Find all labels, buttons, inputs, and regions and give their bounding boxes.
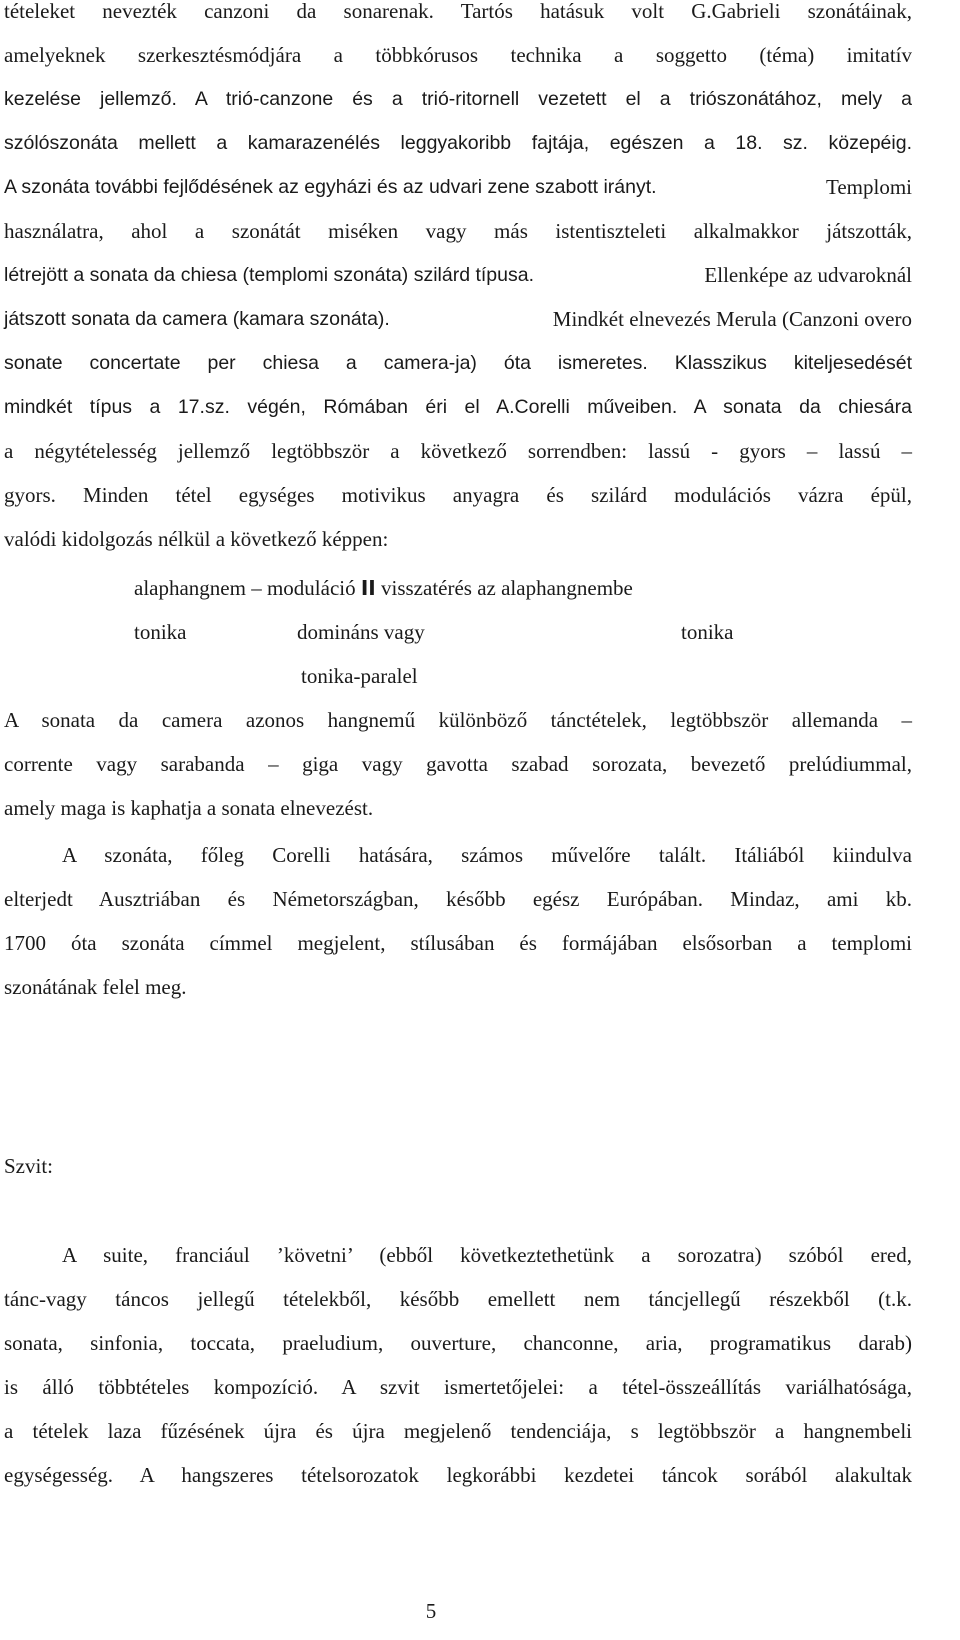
scheme-cell: tonika: [681, 620, 734, 644]
page-number: 5: [425, 1599, 437, 1623]
scheme-text: visszatérés az alaphangnembe: [381, 576, 633, 600]
text-line: tételeket nevezték canzoni da sonarenak. Tartós hatásuk volt G.Gabrieli szonátáinak,: [4, 0, 912, 23]
text-line: is álló többtételes kompozíció. A szvit ismertetőjelei: a tétel-összeállítás variálhatósága,: [4, 1375, 912, 1399]
text-line: használatra, ahol a szonátát miséken vagy más istentiszteleti alkalmakkor játszották,: [4, 219, 912, 243]
scheme-row-1: [134, 573, 633, 603]
text-line: A suite, franciául ’követni’ (ebből következtethetünk a sorozatra) szóból ered,: [62, 1243, 912, 1267]
text-line: sonate concertate per chiesa a camera-ja) óta ismeretes. Klasszikus kiteljesedését: [4, 352, 912, 374]
text-segment: játszott sonata da camera (kamara szonáta).: [4, 308, 390, 330]
text-line: szólószonáta mellett a kamarazenélés leggyakoribb fajtája, egészen a 18. sz. közepéig.: [4, 132, 912, 154]
scheme-cell: tonika: [134, 620, 187, 644]
scheme-text: alaphangnem – moduláció: [134, 576, 356, 600]
text-line: a négytételesség jellemző legtöbbször a következő sorrendben: lassú - gyors – lassú –: [4, 439, 912, 463]
text-line: [4, 304, 912, 334]
text-segment: létrejött a sonata da chiesa (templomi szonáta) szilárd típusa.: [4, 264, 535, 286]
text-segment: Templomi: [825, 175, 912, 199]
text-line: [4, 172, 912, 202]
text-line: elterjedt Ausztriában és Németországban, később egész Európában. Mindaz, ami kb.: [4, 887, 912, 911]
scheme-cell: domináns vagy: [297, 620, 425, 644]
text-line: amely maga is kaphatja a sonata elnevezést.: [4, 796, 374, 820]
text-line: sonata, sinfonia, toccata, praeludium, ouverture, chanconne, aria, programatikus darab): [4, 1331, 912, 1355]
scheme-cell: tonika-paralel: [301, 664, 418, 688]
text-line: 1700 óta szonáta címmel megjelent, stílusában és formájában elsősorban a templomi: [4, 931, 912, 955]
double-bar-separator: II: [360, 576, 376, 600]
text-line: A szonáta, főleg Corelli hatására, számos művelőre talált. Itáliából kiindulva: [62, 843, 912, 867]
text-line: A sonata da camera azonos hangnemű különböző tánctételek, legtöbbször allemanda –: [4, 708, 912, 732]
text-segment: Ellenképe az udvaroknál: [704, 263, 912, 287]
text-line: szonátának felel meg.: [4, 975, 187, 999]
text-line: amelyeknek szerkesztésmódjára a többkórusos technika a soggetto (téma) imitatív: [4, 43, 912, 67]
text-line: mindkét típus a 17.sz. végén, Rómában éri el A.Corelli műveiben. A sonata da chiesára: [4, 396, 912, 418]
text-line: valódi kidolgozás nélkül a következő képpen:: [4, 527, 389, 551]
section-heading: Szvit:: [4, 1154, 54, 1178]
text-line: a tételek laza fűzésének újra és újra megjelenő tendenciája, s legtöbbször a hangnembeli: [4, 1419, 912, 1443]
text-segment: Mindkét elnevezés Merula (Canzoni overo: [552, 307, 912, 331]
text-line: corrente vagy sarabanda – giga vagy gavotta szabad sorozata, bevezető prelúdiummal,: [4, 752, 912, 776]
text-segment: A szonáta további fejlődésének az egyházi és az udvari zene szabott irányt.: [4, 176, 657, 198]
text-line: kezelése jellemző. A trió-canzone és a trió-ritornell vezetett el a triószonátához, mely a: [4, 88, 912, 110]
text-line: [4, 260, 912, 290]
text-line: egységesség. A hangszeres tételsorozatok legkorábbi kezdetei táncok sorából alakultak: [4, 1463, 912, 1487]
text-line: gyors. Minden tétel egységes motivikus anyagra és szilárd modulációs vázra épül,: [4, 483, 912, 507]
text-line: tánc-vagy táncos jellegű tételekből, később emellett nem táncjellegű részekből (t.k.: [4, 1287, 912, 1311]
